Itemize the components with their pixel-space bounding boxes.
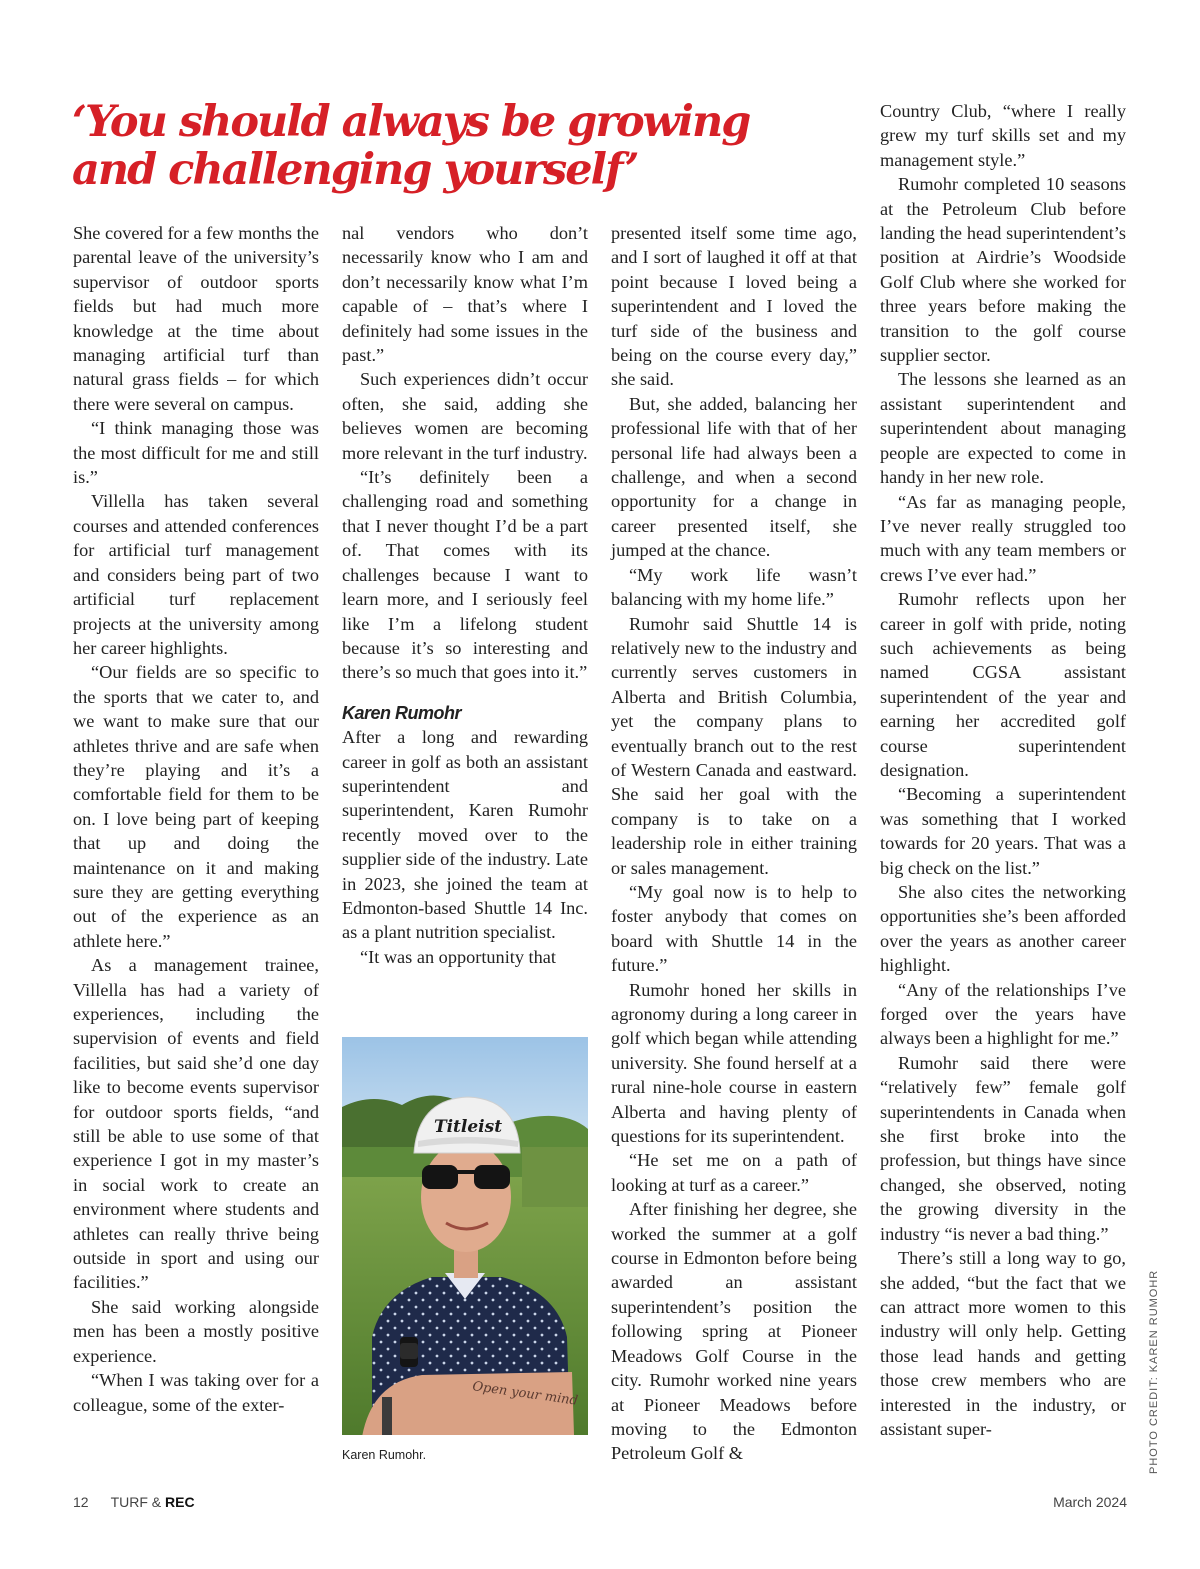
page-number: 12 (73, 1494, 89, 1510)
photo-credit: PHOTO CREDIT: KAREN RUMOHR (1148, 1269, 1160, 1474)
paragraph: “Any of the relationships I’ve forged over the years have always been a highlight for me.” (880, 979, 1126, 1049)
paragraph: She said working alongside men has been a mostly positive experience. (73, 1296, 319, 1366)
paragraph: “It’s definitely been a challenging road and something that I never thought I’d be a part of. That comes with its challenges because I want to learn more, and I seriously feel like I’m a lifelong student because it’s so interesting and there’s so much that goes into it.” (342, 467, 588, 683)
headline-line-1: ‘You should always be growing (72, 97, 750, 147)
publication-name (111, 1494, 195, 1510)
headline-line-2: and challenging yourself’ (72, 145, 638, 195)
issue-date: March 2024 (1053, 1494, 1127, 1510)
paragraph: “When I was taking over for a colleague, some of the exter- (73, 1370, 319, 1415)
paragraph: “It was an opportunity that (360, 946, 556, 967)
paragraph: Villella has taken several courses and attended conferences for artificial turf management and considers being part of two artificial turf replacement projects at the university among her career highlights. (73, 491, 319, 658)
paragraph-continued: nal vendors who don’t necessarily know who I am and don’t necessarily know what I’m capable of – that’s where I definitely had some issues in the past.” (342, 223, 588, 366)
paragraph: “As far as managing people, I’ve never really struggled too much with any team members or crews I’ve ever had.” (880, 491, 1126, 585)
paragraph: “My goal now is to help to foster anybody that comes on board with Shuttle 14 in the future.” (611, 881, 857, 976)
paragraph: The lessons she learned as an assistant superintendent and superintendent about managing people are expected to come in handy in her new role. (880, 369, 1126, 488)
paragraph: Rumohr said there were “relatively few” female golf superintendents in Canada when she first broke into the profession, but things have since changed, she observed, noting the growing diversity in the industry “is never a bad thing.” (880, 1052, 1126, 1244)
paragraph-continued: presented itself some time ago, and I sort of laughed it off at that point because I loved being a superintendent and I loved the turf side of the business and being on the course every day,” she said. (611, 223, 857, 390)
paragraph: As a management trainee, Villella has had a variety of experiences, including the supervision of events and field facilities, but said she’d one day like to become events supervisor for outdoor sports fields, “and still be able to use some of that experience I got in my master’s in social work to create an environment where students and athletes can really thrive being outside in sport and using our facilities.” (73, 955, 319, 1293)
article-headline (72, 98, 852, 194)
paragraph: There’s still a long way to go, she added, “but the fact that we can attract more women to this industry will only help. Getting those lead hands and getting those crew members who are interested in the industry, or assistant super- (880, 1248, 1126, 1439)
paragraph-continued: Country Club, “where I really grew my turf skills set and my management style.” (880, 101, 1126, 170)
footer-left (73, 1494, 195, 1510)
paragraph: “Becoming a superintendent was something that I worked towards for 20 years. That was a big check on the list.” (880, 784, 1126, 878)
paragraph: She covered for a few months the parental leave of the university’s supervisor of outdoor sports fields but had much more knowledge at the time about managing artificial turf than natural grass fields – for which there were several on campus. (73, 223, 319, 414)
paragraph: Rumohr reflects upon her career in golf with pride, noting such achievements as being named CGSA assistant superintendent of the year and earning her accredited golf course superintendent designation. (880, 589, 1126, 780)
article-column-3 (611, 221, 857, 1466)
cap-logo-text: Titleist (433, 1117, 503, 1137)
article-column-2 (342, 221, 588, 969)
photo-caption: Karen Rumohr. (342, 1448, 427, 1462)
article-column-4 (880, 99, 1126, 1441)
paragraph: She also cites the networking opportunities she’s been afforded over the years as another career highlight. (880, 882, 1126, 976)
portrait-photo (342, 1037, 588, 1435)
paragraph: “Our fields are so specific to the sports that we cater to, and we want to make sure that our athletes thrive and are safe when they’re playing and it’s a comfortable field for them to be on. I love being part of keeping that up and doing the maintenance on it and making sure they are getting everything out of the experience as an athlete here.” (73, 662, 319, 951)
paragraph: Rumohr said Shuttle 14 is relatively new to the industry and currently serves customers in Alberta and British Columbia, yet the company plans to eventually branch out to the rest of Western Canada and eastward. She said her goal with the company is to take on a leadership role in either training or sales management. (611, 613, 857, 878)
paragraph: Such experiences didn’t occur often, she said, adding she believes women are becoming more relevant in the turf industry. (342, 369, 588, 463)
paragraph: Rumohr honed her skills in agronomy during a long career in golf which began while attending university. She found herself at a rural nine-hole course in eastern Alberta and having plenty of questions for its superintendent. (611, 979, 857, 1147)
paragraph: “He set me on a path of looking at turf as a career.” (611, 1150, 857, 1195)
paragraph: Rumohr completed 10 seasons at the Petroleum Club before landing the head superintendent’s position at Airdrie’s Woodside Golf Club where she worked for three years before making the transition to the golf course supplier sector. (880, 174, 1126, 366)
publication-name-regular: TURF & (110, 1494, 166, 1510)
paragraph: After finishing her degree, she worked the summer at a golf course in Edmonton before being awarded an assistant superintendent’s position the following spring at Pioneer Meadows Golf Course in the city. Rumohr worked nine years at Pioneer Meadows before moving to the Edmonton Petroleum Golf & (611, 1199, 857, 1464)
paragraph: “I think managing those was the most difficult for me and still is.” (73, 418, 319, 488)
paragraph: After a long and rewarding career in golf as both an assistant superintendent and superintendent, Karen Rumohr recently moved over to the supplier side of the industry. Late in 2023, she joined the team at Edmonton-based Shuttle 14 Inc. as a plant nutrition specialist. (342, 727, 588, 943)
tattoo-text: Open your mind (471, 1379, 579, 1409)
paragraph: “My work life wasn’t balancing with my home life.” (611, 564, 857, 610)
paragraph: But, she added, balancing her professional life with that of her personal life had always been a challenge, and when a second opportunity for a change in career presented itself, she jumped at the chance. (611, 393, 857, 561)
publication-name-bold: REC (165, 1494, 195, 1510)
article-column-1 (73, 221, 319, 1417)
section-subhead: Karen Rumohr (342, 702, 462, 723)
